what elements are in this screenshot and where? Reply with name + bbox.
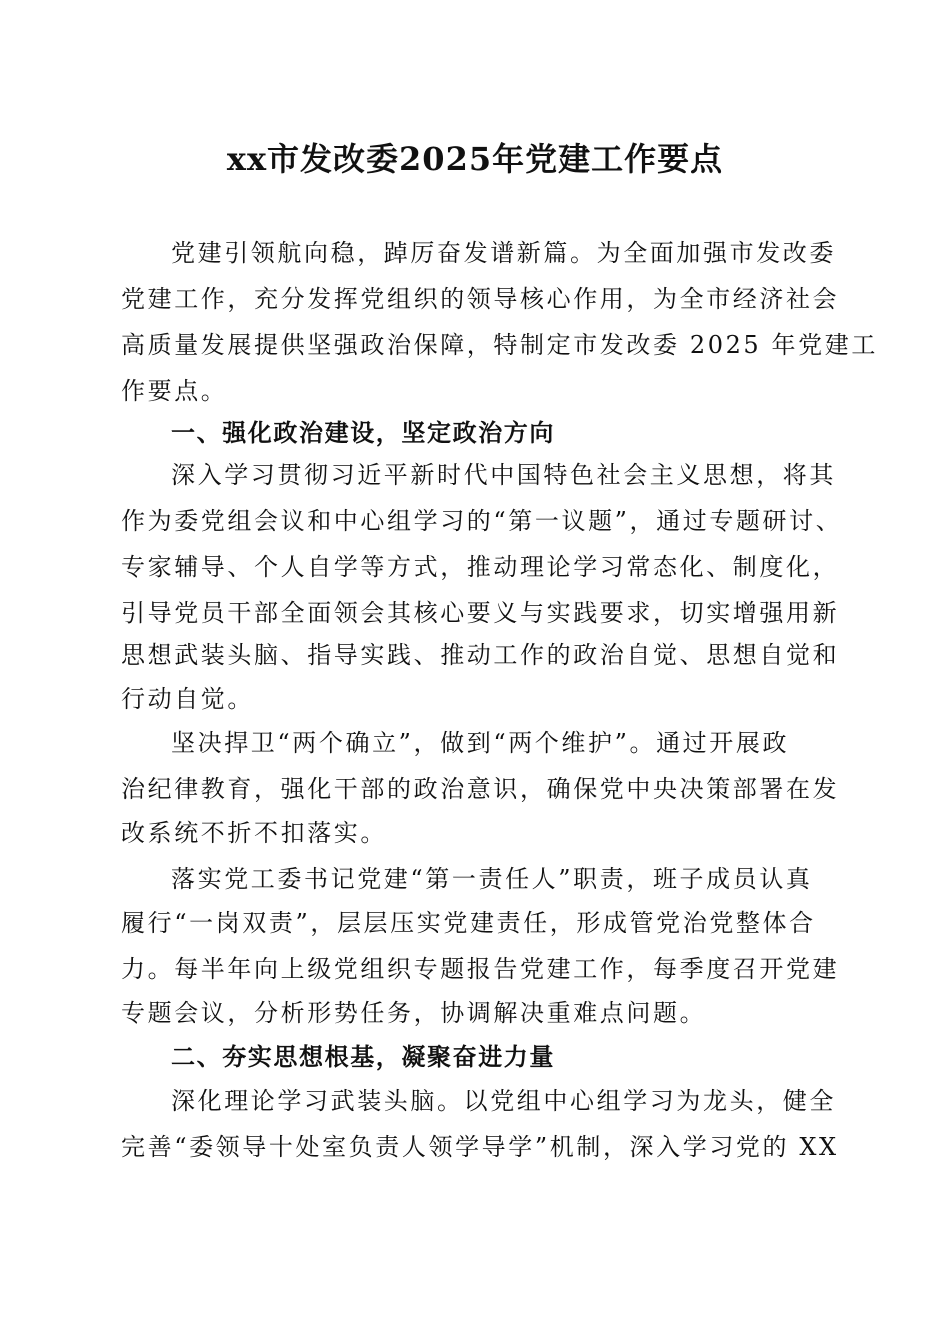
section-1-p1-line: 深入学习贯彻习近平新时代中国特色社会主义思想，将其: [171, 461, 836, 489]
section-2-p1-line: 完善“委领导十处室负责人领学导学”机制，深入学习党的 XX: [121, 1133, 839, 1161]
section-1-p1-line: 作为委党组会议和中心组学习的“第一议题”，通过专题研讨、: [121, 507, 843, 535]
section-1-heading: 一、强化政治建设，坚定政治方向: [171, 419, 555, 447]
intro-line: 党建工作，充分发挥党组织的领导核心作用，为全市经济社会: [121, 285, 840, 313]
intro-line: 高质量发展提供坚强政治保障，特制定市发改委 2025 年党建工: [121, 331, 878, 359]
intro-line: 作要点。: [121, 377, 228, 405]
section-1-p2-line: 坚决捍卫“两个确立”，做到“两个维护”。通过开展政: [171, 729, 790, 757]
intro-line: 党建引领航向稳，踔厉奋发谱新篇。为全面加强市发改委: [171, 239, 836, 267]
section-1-p1-line: 引导党员干部全面领会其核心要义与实践要求，切实增强用新: [121, 599, 840, 627]
section-2-heading: 二、夯实思想根基，凝聚奋进力量: [171, 1043, 555, 1071]
document-title: xx市发改委2025年党建工作要点: [226, 140, 724, 178]
section-1-p3-line: 专题会议，分析形势任务，协调解决重难点问题。: [121, 999, 707, 1027]
section-1-p2-line: 改系统不折不扣落实。: [121, 819, 387, 847]
section-1-p3-line: 力。每半年向上级党组织专题报告党建工作，每季度召开党建: [121, 955, 840, 983]
section-1-p3-line: 履行“一岗双责”，层层压实党建责任，形成管党治党整体合: [121, 909, 816, 937]
section-1-p1-line: 专家辅导、个人自学等方式，推动理论学习常态化、制度化，: [121, 553, 840, 581]
section-1-p1-line: 思想武装头脑、指导实践、推动工作的政治自觉、思想自觉和: [121, 641, 840, 669]
section-1-p1-line: 行动自觉。: [121, 685, 254, 713]
section-2-p1-line: 深化理论学习武装头脑。以党组中心组学习为龙头，健全: [171, 1087, 836, 1115]
section-1-p2-line: 治纪律教育，强化干部的政治意识，确保党中央决策部署在发: [121, 775, 840, 803]
section-1-p3-line: 落实党工委书记党建“第一责任人”职责，班子成员认真: [171, 865, 813, 893]
